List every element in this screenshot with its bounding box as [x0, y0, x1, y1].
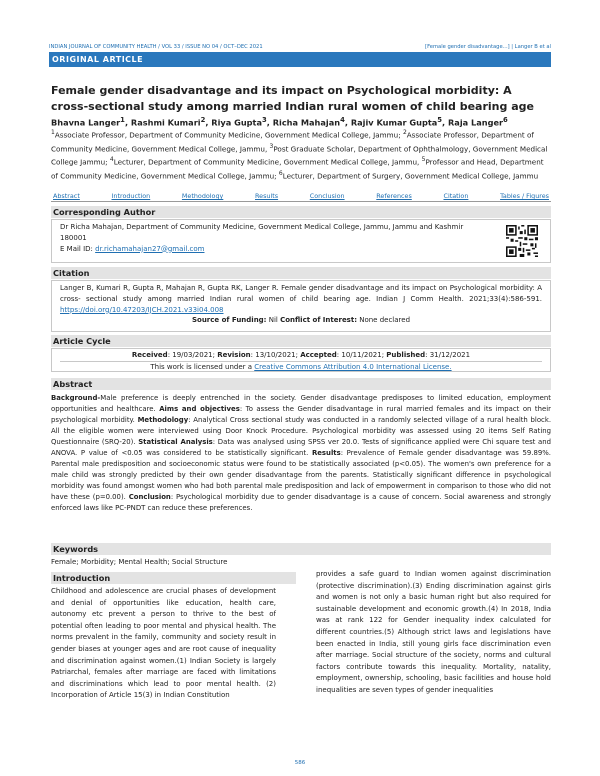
- nav-methodology[interactable]: Methodology: [181, 192, 224, 200]
- revision-label: Revision: [217, 351, 251, 359]
- author: Bhavna Langer: [51, 117, 121, 128]
- revision-date: : 13/10/2021;: [250, 351, 301, 359]
- corresponding-box: [51, 219, 551, 263]
- results-label: Results: [311, 449, 341, 457]
- nav-introduction[interactable]: Introduction: [111, 192, 151, 200]
- stats-text: : Data was analysed using SPSS ver 20.0. Tests of significance applied were Chi square test and ANOVA. P value of <0.05 was considered to be statistically significant.: [51, 438, 551, 457]
- author-sup: 6: [503, 116, 508, 124]
- corresponding-address: Dr Richa Mahajan, Department of Community Medicine, Government Medical College, Jammu, Jammu and Kashmir 180001: [60, 223, 464, 242]
- affil-sup: 4: [109, 156, 114, 164]
- funding-label: Source of Funding:: [191, 316, 267, 325]
- methodology-text: : Analytical Cross sectional study was conducted in a randomly selected village of a rural health block. All the eligible women were interviewed using Door Knock Procedure. Psychological morbidity was assessed using 20 items Self Rating Questionnaire (SRQ-20).: [51, 416, 552, 446]
- author-sup: 5: [437, 116, 443, 124]
- methodology-label: Methodology: [137, 416, 189, 424]
- author: Riya Gupta: [211, 117, 262, 128]
- corresponding-heading: Corresponding Author: [51, 206, 551, 218]
- received-label: Received: [131, 351, 168, 359]
- nav-references[interactable]: References: [376, 192, 412, 200]
- affiliation: Lecturer, Department of Community Medicine, Government Medical College, Jammu,: [113, 157, 422, 167]
- author: Raja Langer: [448, 117, 504, 128]
- email-label: E Mail ID:: [60, 244, 96, 253]
- doi-link[interactable]: https://doi.org/10.47203/IJCH.2021.v33i04.008: [60, 305, 224, 314]
- nav-conclusion[interactable]: Conclusion: [309, 192, 345, 200]
- author-sup: 3: [261, 116, 267, 124]
- introduction-col-1: Childhood and adolescence are crucial phases of development and denial of opportunities like education, health care, autonomy etc prevent a person to thrive to the best of potential often leading to poor mental and physical health. The norms prevalent in the family, community and society result in gender biases at younger ages and are root cause of inequality and discrimination against women.(1) Indian Society is largely Patriarchal, females after marriage are faced with limitations and discriminations which lead to poor mental health. (2) Incorporation of Article 15(3) in Indian Constitution: [51, 587, 276, 700]
- background-text: Male preference is deeply entrenched in the society. Gender disadvantage predisposes to limited education, employment opportunities and healthcare.: [51, 394, 551, 413]
- affiliation: Professor and Head, Department of Community Medicine, Government Medical College, Jammu;: [51, 157, 544, 181]
- citation-heading: Citation: [51, 267, 551, 279]
- aims-text: : To assess the Gender disadvantage in rural married females and its impact on their psychological morbidity.: [51, 405, 551, 424]
- email-line: [60, 244, 480, 255]
- author: Rajiv Kumar Gupta: [350, 117, 438, 128]
- results-text: : Prevalence of Female gender disadvantage was 59.89%. Parental male predisposition and socioeconomic status were found to be statistically associated (p<0.05). The women's own preference for a male child was strongly predicted by their own gender disadvantage from the parents. Statistically significant difference in psychological morbidity was found amongst women who had both parental male predisposition and lack of empowerment in comparison to those who did not have these (p=0.00).: [51, 449, 551, 501]
- introduction-col-2: provides a safe guard to Indian women against discrimination (protective discrimination).(3) Ending discrimination against girls and women is not only a basic human right but also required for sustainable development and economic growth.(4) In 2018, India was at rank 122 for Gender inequality index calculated for different countries.(5) Although strict laws and legislations have been enacted in India, still young girls face discrimination even after marriage. Social structure of the society, norms and cultural factors contribute towards this inequality. Mortality, natality, employment, ownership, schooling, basic facilities and house hold inequalities are seven types of gender inequalities: [316, 570, 551, 694]
- keywords-heading: Keywords: [51, 543, 551, 555]
- page-number: 586: [294, 760, 306, 766]
- keywords-text: Female; Morbidity; Mental Health; Social Structure: [51, 558, 228, 566]
- introduction-heading: Introduction: [51, 572, 296, 584]
- affil-sup: 2: [402, 129, 407, 136]
- conclusion-label: Conclusion: [128, 493, 171, 501]
- nav-divider: [51, 201, 551, 202]
- license-link[interactable]: Creative Commons Attribution 4.0 International License.: [254, 362, 452, 371]
- journal-line: INDIAN JOURNAL OF COMMUNITY HEALTH / VOL 33 / ISSUE NO 04 / OCT–DEC 2021: [49, 44, 263, 50]
- affiliation: Associate Professor, Department of Community Medicine, Government Medical College, Jammu;: [54, 130, 403, 140]
- nav-citation[interactable]: Citation: [443, 192, 469, 200]
- journal-header: [49, 42, 551, 52]
- stats-label: Statistical Analysis: [138, 438, 213, 446]
- affil-sup: 3: [269, 142, 274, 150]
- article-type-banner: ORIGINAL ARTICLE: [49, 52, 551, 67]
- conclusion-text: : Psychological morbidity due to gender disadvantage is a cause of concern. Social awareness and strongly enforced laws like PC-PNDT can reduce these preferences.: [51, 493, 551, 512]
- author: Rashmi Kumari: [130, 117, 201, 128]
- conflict-value: None declared: [357, 316, 411, 325]
- article-title: Female gender disadvantage and its impact on Psychological morbidity: A cross-sectional study among married Indian rural women of child bearing age: [51, 84, 534, 113]
- aims-label: Aims and objectives: [159, 405, 240, 413]
- running-head: [Female gender disadvantage...] | Langer B et al: [425, 44, 551, 50]
- citation-text: Langer B, Kumari R, Gupta R, Mahajan R, Gupta RK, Langer R. Female gender disadvantage and its impact on Psychological morbidity: A cross- sectional study among married Indian rural women of child bearing age. Indian J Comm Health. 2021;33(4):586-591.: [60, 284, 542, 303]
- author-sup: 1: [120, 116, 125, 124]
- accepted-label: Accepted: [300, 351, 337, 359]
- funding-value: Nil: [266, 316, 281, 325]
- affil-sup: 1: [51, 129, 55, 136]
- affiliation: Post Graduate Scholar, Department of Ophthalmology, Government Medical College Jammu;: [51, 143, 548, 167]
- accepted-date: : 10/11/2021;: [336, 351, 387, 359]
- dates-line: [60, 350, 542, 361]
- received-date: : 19/03/2021;: [167, 351, 218, 359]
- published-date: : 31/12/2021: [425, 351, 471, 359]
- abstract-heading: Abstract: [51, 378, 551, 390]
- funding-line: [60, 315, 542, 326]
- license-line: [60, 361, 542, 373]
- abstract-body: [51, 393, 551, 514]
- nav-tables-figures[interactable]: Tables / Figures: [500, 192, 549, 200]
- affiliation: Associate Professor, Department of Community Medicine, Government Medical College, Jammu,: [51, 130, 534, 153]
- background-label: Background-: [51, 394, 101, 402]
- author-sup: 2: [200, 116, 206, 124]
- license-prefix: This work is licensed under a: [150, 362, 255, 371]
- article-cycle-heading: Article Cycle: [51, 335, 551, 347]
- article-cycle-box: [51, 348, 551, 372]
- email-link[interactable]: dr.richamahajan27@gmail.com: [95, 244, 205, 253]
- author-sup: 4: [340, 116, 345, 124]
- nav-results[interactable]: Results: [255, 192, 279, 200]
- author: Richa Mahajan: [272, 117, 341, 128]
- affil-sup: 5: [421, 156, 426, 164]
- affil-sup: 6: [278, 169, 283, 177]
- affiliation: Lecturer, Department of Surgery, Government Medical College, Jammu: [282, 171, 539, 181]
- published-label: Published: [386, 351, 426, 359]
- affiliations: [51, 127, 551, 181]
- conflict-label: Conflict of Interest:: [280, 316, 357, 325]
- nav-abstract[interactable]: Abstract: [53, 192, 80, 200]
- author-list: Bhavna Langer$^1$, Rashmi Kumari$^2$, Riya Gupta$^3$, Richa Mahajan$^4$, Rajiv Kumar Gupta$^5$, Raja Langer$^6$: [51, 116, 508, 128]
- qr-code-icon: [506, 225, 538, 257]
- citation-box: [51, 280, 551, 332]
